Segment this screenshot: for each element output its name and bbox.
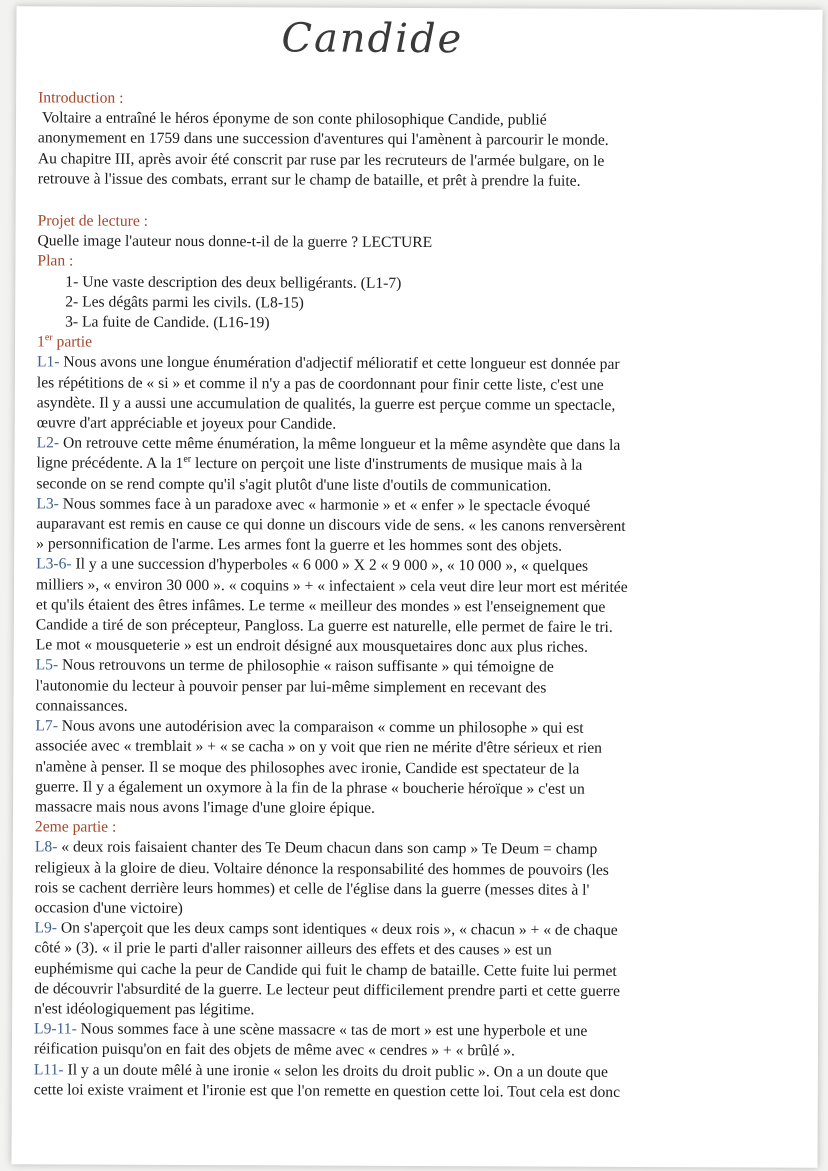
paragraph-text: euphémisme qui cache la peur de Candide qui fuit le champ de bataille. Cette fuite lui permet [34,959,617,980]
paragraph-text: milliers », « environ 30 000 ». « coquins » + « infectaient » cela veut dire leur mort est méritée [35,576,628,596]
line-ref: L2- [36,434,60,452]
paragraph-text: Nous avons une longue énumération d'adjectif mélioratif et cette longueur est donnée par [59,353,620,374]
paragraph-text: Nous sommes face à un paradoxe avec « harmonie » et « enfer » le spectacle évoqué [58,495,591,515]
partie1-heading-rest: partie [52,333,93,351]
line-ref: L7- [35,717,58,735]
document-page [11,6,822,1168]
paragraph-text: lecture on perçoit une liste d'instruments de musique mais à la [191,455,583,475]
projet-question: Quelle image l'auteur nous donne-t-il de la guerre ? LECTURE [37,232,433,252]
partie2-heading: 2eme partie : [34,818,117,836]
line-ref: L1- [36,353,60,371]
projet-heading: Projet de lecture : [37,212,149,230]
intro-line: Au chapitre III, après avoir été conscrit par ruse par les recruteurs de l'armée bulgare, on le [37,149,605,170]
paragraph-l8 [35,838,805,862]
paragraph-text: de découvrir l'absurdité de la guerre. Le lecteur peut difficilement prendre parti et cette guerre [34,980,620,1000]
paragraph-text: guerre. Il y a également un oxymore à la fin de la phrase « boucherie héroïque » c'est un [35,778,585,798]
plan-item: 3- La fuite de Candide. (L16-19) [65,313,270,332]
paragraph-text: ligne précédente. A la 1 [36,454,184,473]
superscript: er [183,454,192,466]
paragraph-text: rois se cachent derrière leurs hommes) et celle de l'église dans la guerre (messes dites à l' [34,879,590,899]
paragraph-text: » personnification de l'arme. Les armes font la guerre et les hommes sont des objets. [36,535,563,555]
paragraph-text: Nous sommes face à une scène massacre « tas de mort » est une hyperbole et une [76,1020,588,1040]
paragraph-text: Nous retrouvons un terme de philosophie « raison suffisante » qui témoigne de [58,656,554,677]
partie1-heading-num: 1 [37,333,45,351]
paragraph-text: n'est idéologiquement pas légitime. [34,1000,255,1019]
paragraph-text: connaissances. [35,697,128,715]
line-ref: L5- [35,656,59,674]
paragraph-text: côté » (3). « il prie le parti d'aller raisonner ailleurs des effets et des causes » est un [34,939,552,959]
paragraph-text: Nous avons une autodérision avec la comparaison « comme un philosophe » qui est [57,717,584,737]
paragraph-text: les répétitions de « si » et comme il n'y a pas de coordonnant pour finir cette liste, c'est une [36,373,604,394]
plan-item: 2- Les dégâts parmi les civils. (L8-15) [65,293,304,312]
line-ref: L11- [33,1060,64,1079]
paragraph-text: On retrouve cette même énumération, la même longueur et la même asyndète que dans la [59,434,621,455]
line-ref: L3-6- [36,555,72,573]
paragraph-text: seconde on se rend compte qu'il s'agit plutôt d'une liste d'outils de communication. [36,474,552,495]
plan-heading: Plan : [37,252,74,270]
plan-item: 1- Une vaste description des deux belligérants. (L1-7) [65,273,402,292]
paragraph-text: associée avec « tremblait » + « se cacha » on y voit que rien ne mérite d'être sérieux et rien [35,737,603,758]
paragraph-text: et qu'ils étaient des êtres infâmes. Le terme « meilleur des mondes » est l'enseignement que [35,596,606,616]
line-ref: L8- [34,838,58,856]
paragraph-line [36,454,806,478]
paragraph-text: œuvre d'art appréciable et joyeux pour Candide. [36,414,337,433]
partie1-heading-sup: er [44,332,53,344]
paragraph-text: occasion d'une victoire) [34,899,183,917]
page-title: Candide [281,15,464,63]
document-body [34,88,808,1103]
line-ref: L3- [36,495,59,513]
intro-line: Voltaire a entraîné le héros éponyme de son conte philosophique Candide, publié [42,109,547,129]
paragraph-text: Le mot « mousqueterie » est un endroit désigné aux mousquetaires donc aux plus riches. [35,636,588,657]
paragraph-text: Il y a un doute mêlé à une ironie « selon les droits du droit public ». On a un doute que [63,1061,609,1081]
paragraph-text: l'autonomie du lecteur à pouvoir penser par lui-même simplement en recevant des [35,677,547,697]
line-ref: L9- [34,919,58,937]
paragraph-text: On s'aperçoit que les deux camps sont identiques « deux rois », « chacun » + « de chaque [56,919,618,940]
paragraph-text: massacre mais nous avons l'image d'une gloire épique. [35,798,376,817]
line-ref: L9-11- [34,1020,77,1038]
paragraph-text: cette loi existe vraiment et l'ironie est que l'on remette en question cette loi. Tout cela est donc [33,1081,621,1101]
paragraph-text: réification puisqu'on en fait des objets de même avec « cendres » + « brûlé ». [33,1040,516,1060]
paragraph-l1 [37,353,807,377]
paragraph-text: « deux rois faisaient chanter des Te Deum chacun dans son camp » Te Deum = champ [57,838,598,859]
paragraph-text: n'amène à penser. Il se moque des philosophes avec ironie, Candide est spectateur de la [35,757,580,778]
intro-line: retrouve à l'issue des combats, errant sur le champ de bataille, et prêt à prendre la fuite. [37,170,581,190]
paragraph-text: auparavant est remis en cause ce qui donne un discours vide de sens. « les canons renversèrent [36,515,626,535]
paragraph-text: Candide a tiré de son précepteur, Pangloss. La guerre est naturelle, elle permet de faire le tri. [35,616,613,636]
intro-line: anonymement en 1759 dans une succession d'aventures qui l'amènent à parcourir le monde. [37,129,609,150]
paragraph-text: asyndète. Il y a aussi une accumulation de qualités, la guerre est perçue comme un spectacle, [36,394,616,414]
intro-heading: Introduction : [38,89,124,107]
paragraph-text: Il y a une succession d'hyperboles « 6 000 » X 2 « 9 000 », « 10 000 », « quelques [71,555,589,576]
paragraph-text: religieux à la gloire de dieu. Voltaire dénonce la responsabilité des hommes de pouvoirs (les [34,858,609,879]
